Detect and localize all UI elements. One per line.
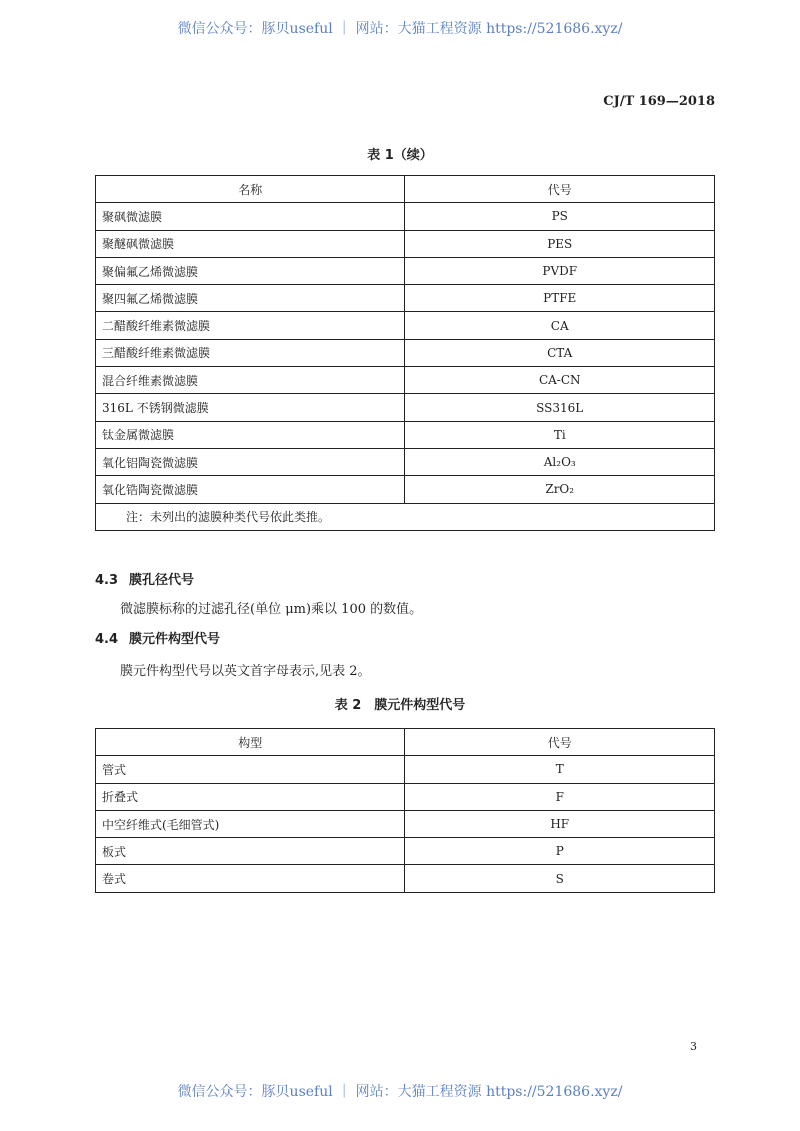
cell-name: 聚醚砜微滤膜 <box>96 230 405 257</box>
cell-code: CA-CN <box>405 367 715 394</box>
cell-code: HF <box>405 810 715 837</box>
table-row <box>96 756 715 783</box>
cell-code: PS <box>405 203 715 230</box>
header-code: 代号 <box>405 176 715 203</box>
header-code: 代号 <box>405 729 715 756</box>
cell-code: ZrO₂ <box>405 476 715 503</box>
cell-code: CTA <box>405 339 715 366</box>
section-number: 4.4 <box>95 632 119 647</box>
section-4-3-text: 微滤膜标称的过滤孔径(单位 μm)乘以 100 的数值。 <box>120 602 423 617</box>
table-row <box>96 865 715 892</box>
table1 <box>95 175 715 531</box>
section-number: 4.3 <box>95 573 119 588</box>
table-row <box>96 203 715 230</box>
cell-name: 三醋酸纤维素微滤膜 <box>96 339 405 366</box>
cell-code: P <box>405 838 715 865</box>
header-type: 构型 <box>96 729 405 756</box>
page-number: 3 <box>690 1040 697 1053</box>
table-row <box>96 367 715 394</box>
cell-name: 聚四氟乙烯微滤膜 <box>96 285 405 312</box>
cell-name: 二醋酸纤维素微滤膜 <box>96 312 405 339</box>
cell-code: SS316L <box>405 394 715 421</box>
cell-code: T <box>405 756 715 783</box>
table-row <box>96 312 715 339</box>
standard-id: CJ/T 169—2018 <box>603 94 715 109</box>
table-row <box>96 285 715 312</box>
table-header-row <box>96 729 715 756</box>
cell-code: Al₂O₃ <box>405 448 715 475</box>
cell-code: Ti <box>405 421 715 448</box>
cell-code: PES <box>405 230 715 257</box>
cell-code: PVDF <box>405 257 715 284</box>
section-title: 膜孔径代号 <box>129 573 195 588</box>
section-title: 膜元件构型代号 <box>129 632 221 647</box>
table-note: 注：未列出的滤膜种类代号依此类推。 <box>96 503 715 530</box>
header-name: 名称 <box>96 176 405 203</box>
table-header-row <box>96 176 715 203</box>
cell-name: 聚砜微滤膜 <box>96 203 405 230</box>
cell-name: 聚偏氟乙烯微滤膜 <box>96 257 405 284</box>
table-row <box>96 257 715 284</box>
cell-name: 管式 <box>96 756 405 783</box>
watermark-bottom: 微信公众号：豚贝useful ｜ 网站：大猫工程资源 https://521686.xyz/ <box>177 1084 623 1100</box>
cell-name: 氧化铝陶瓷微滤膜 <box>96 448 405 475</box>
table2-caption: 表 2 膜元件构型代号 <box>334 698 466 713</box>
table1-caption: 表 1（续） <box>367 148 433 163</box>
table-row <box>96 448 715 475</box>
table-row <box>96 394 715 421</box>
table2 <box>95 728 715 893</box>
cell-code: CA <box>405 312 715 339</box>
table-row <box>96 838 715 865</box>
watermark-top: 微信公众号：豚贝useful ｜ 网站：大猫工程资源 https://521686.xyz/ <box>177 21 623 37</box>
table-row <box>96 476 715 503</box>
section-4-4-text: 膜元件构型代号以英文首字母表示,见表 2。 <box>120 664 371 679</box>
cell-name: 中空纤维式(毛细管式) <box>96 810 405 837</box>
table-row <box>96 810 715 837</box>
cell-name: 折叠式 <box>96 783 405 810</box>
table-row <box>96 421 715 448</box>
cell-code: S <box>405 865 715 892</box>
cell-name: 氧化锆陶瓷微滤膜 <box>96 476 405 503</box>
cell-name: 316L 不锈钢微滤膜 <box>96 394 405 421</box>
table-note-row <box>96 503 715 530</box>
cell-name: 钛金属微滤膜 <box>96 421 405 448</box>
cell-name: 板式 <box>96 838 405 865</box>
cell-name: 混合纤维素微滤膜 <box>96 367 405 394</box>
table-row <box>96 230 715 257</box>
section-4-4-heading <box>95 628 220 647</box>
cell-code: F <box>405 783 715 810</box>
table-row <box>96 339 715 366</box>
section-4-3-heading <box>95 569 194 588</box>
cell-code: PTFE <box>405 285 715 312</box>
table-row <box>96 783 715 810</box>
cell-name: 卷式 <box>96 865 405 892</box>
